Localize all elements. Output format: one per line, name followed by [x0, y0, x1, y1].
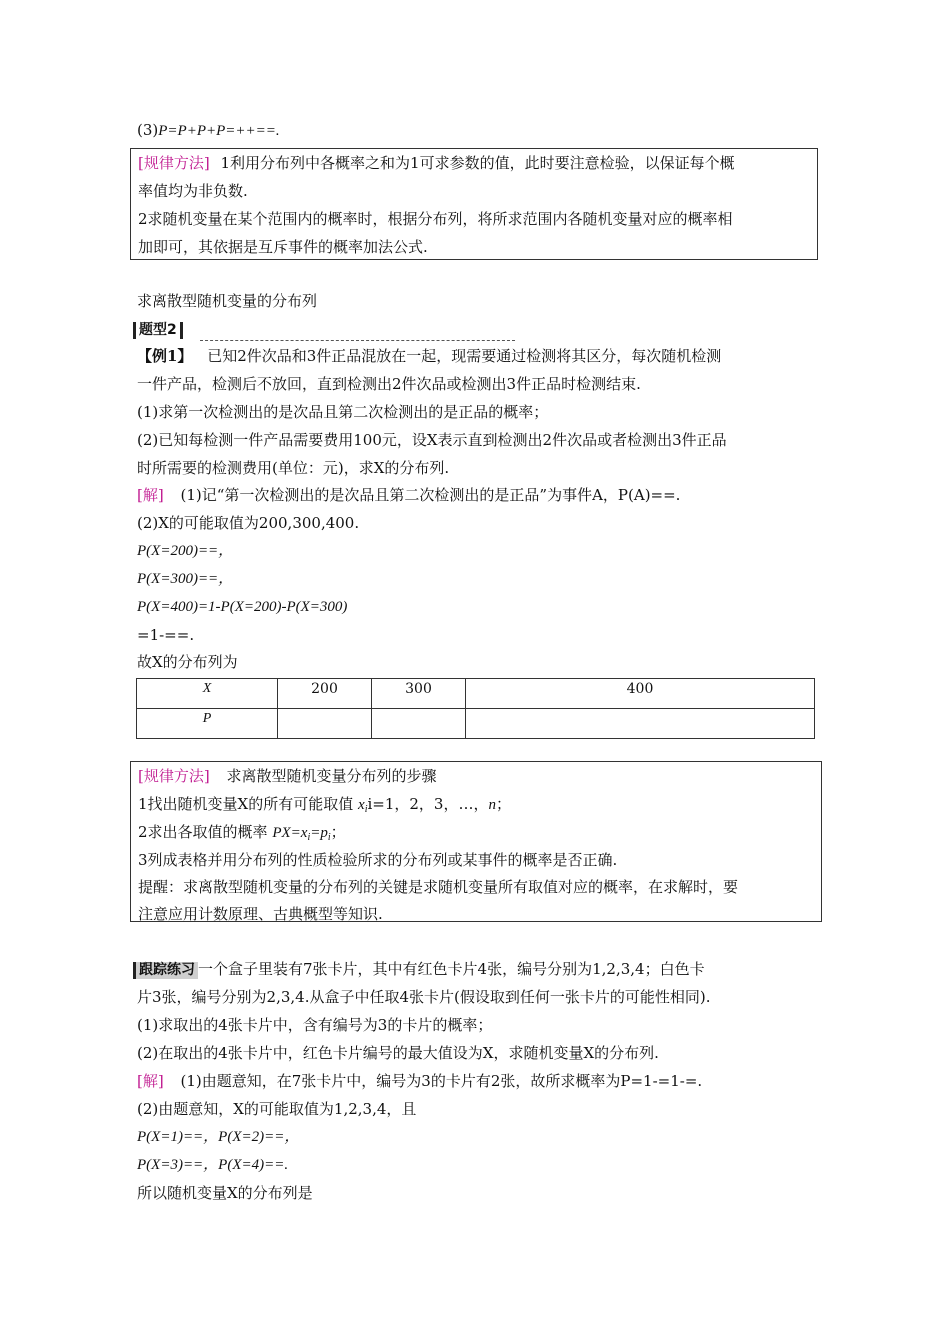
solution-text4: P(X=300)==，	[137, 571, 234, 587]
type-label: 题型2	[133, 322, 183, 339]
method2-step2-sub2: i	[327, 832, 331, 843]
practice-solution-text3: P(X=1)==，P(X=2)==，	[137, 1129, 300, 1145]
table-cell	[466, 709, 815, 739]
method2-step3: 3列成表格并用分布列的性质检验所求的分布列或某事件的概率是否正确.	[138, 851, 618, 869]
method2-step1-range: i=1，2，3，…，	[367, 795, 489, 813]
method2-step1-end: ；	[495, 795, 511, 813]
solution-text6: =1-==.	[137, 626, 195, 644]
distribution-table	[136, 678, 815, 739]
practice-text2: 片3张，编号分别为2,3,4.从盒子中任取4张卡片(假设取到任何一张卡片的可能性相同).	[137, 988, 711, 1006]
part3-equation: P=P+P+P=++==.	[158, 123, 280, 139]
practice-solution-text4: P(X=3)==，P(X=4)==.	[137, 1157, 289, 1173]
table-row	[137, 709, 815, 739]
method1-text2: 2求随机变量在某个范围内的概率时，根据分布列，将所求范围内各随机变量对应的概率相	[138, 210, 733, 228]
method2-step2-text: 2求出各取值的概率	[138, 823, 268, 841]
table-cell: P	[137, 709, 278, 739]
solution-text5: P(X=400)=1-P(X=200)-P(X=300)	[137, 599, 348, 615]
practice-line1	[133, 959, 705, 979]
method2-step2-p: =p	[310, 825, 328, 841]
method2-step2	[138, 822, 346, 842]
practice-label: 跟踪练习	[133, 962, 198, 979]
method2-step1-sub: i	[364, 804, 368, 815]
practice-solution-text2: (2)由题意知，X的可能取值为1,2,3,4，且	[137, 1100, 417, 1118]
method1-text1: 1利用分布列中各概率之和为1可求参数的值，此时要注意检验，以保证每个概	[220, 154, 735, 172]
method2-line1	[138, 766, 437, 786]
solution-text3: P(X=200)==，	[137, 543, 234, 559]
practice-q1: (1)求取出的4张卡片中，含有编号为3的卡片的概率；	[137, 1016, 493, 1034]
practice-solution-text5: 所以随机变量X的分布列是	[137, 1184, 313, 1202]
table-row	[137, 679, 815, 709]
example-q2: (2)已知每检测一件产品需要费用100元，设X表示直到检测出2件次品或者检测出3件正品	[137, 431, 727, 449]
method2-step2-end: ；	[330, 823, 346, 841]
solution-label: [解]	[137, 486, 164, 504]
type-label-row	[133, 319, 183, 339]
method2-step1-xi: x	[358, 797, 365, 813]
table-cell: 300	[372, 679, 466, 709]
solution-text2: (2)X的可能取值为200,300,400.	[137, 514, 360, 532]
method1-text2b: 加即可，其依据是互斥事件的概率加法公式.	[138, 238, 428, 256]
method2-tip1: 提醒：求离散型随机变量的分布列的关键是求随机变量所有取值对应的概率，在求解时，要	[138, 878, 739, 896]
example-label: 【例1】	[137, 347, 193, 365]
example-text2: 一件产品，检测后不放回，直到检测出2件次品或检测出3件正品时检测结束.	[137, 375, 641, 393]
method2-title: 求离散型随机变量分布列的步骤	[226, 767, 437, 785]
method2-step1-n: n	[488, 797, 496, 813]
practice-solution-label: [解]	[137, 1072, 164, 1090]
table-cell	[372, 709, 466, 739]
table-cell: X	[137, 679, 278, 709]
example-q1: (1)求第一次检测出的是次品且第二次检测出的是正品的概率；	[137, 403, 549, 421]
table-cell: 200	[278, 679, 372, 709]
method2-step2-px: PX=x	[272, 825, 308, 841]
method2-step2-sub1: i	[307, 832, 311, 843]
table-cell: 400	[466, 679, 815, 709]
practice-solution-line1	[137, 1071, 702, 1091]
method2-step1-text: 1找出随机变量X的所有可能取值	[138, 795, 354, 813]
method1-line1	[138, 153, 735, 173]
table-cell	[278, 709, 372, 739]
practice-q2: (2)在取出的4张卡片中，红色卡片编号的最大值设为X，求随机变量X的分布列.	[137, 1044, 659, 1062]
example-line1	[137, 346, 721, 366]
method1-label: [规律方法]	[138, 154, 210, 172]
solution-text7: 故X的分布列为	[137, 653, 238, 671]
example-q2b: 时所需要的检测费用(单位：元)，求X的分布列.	[137, 459, 450, 477]
solution-line1	[137, 485, 680, 505]
solution-text1: (1)记“第一次检测出的是次品且第二次检测出的是正品”为事件A，P(A)==.	[180, 486, 681, 504]
part3-label: (3)	[137, 121, 159, 139]
section-title: 求离散型随机变量的分布列	[137, 292, 318, 310]
practice-solution-text1: (1)由题意知，在7张卡片中，编号为3的卡片有2张，故所求概率为P=1-=1-=.	[180, 1072, 703, 1090]
type-divider	[200, 340, 515, 341]
practice-text1: 一个盒子里装有7张卡片，其中有红色卡片4张，编号分别为1,2,3,4；白色卡	[198, 960, 705, 978]
method2-tip2: 注意应用计数原理、古典概型等知识.	[138, 905, 383, 923]
method2-label: [规律方法]	[138, 767, 210, 785]
example-text1: 已知2件次品和3件正品混放在一起，现需要通过检测将其区分，每次随机检测	[207, 347, 722, 365]
method2-step1	[138, 794, 511, 814]
method1-text1b: 率值均为非负数.	[138, 182, 248, 200]
part3-line	[137, 120, 280, 140]
